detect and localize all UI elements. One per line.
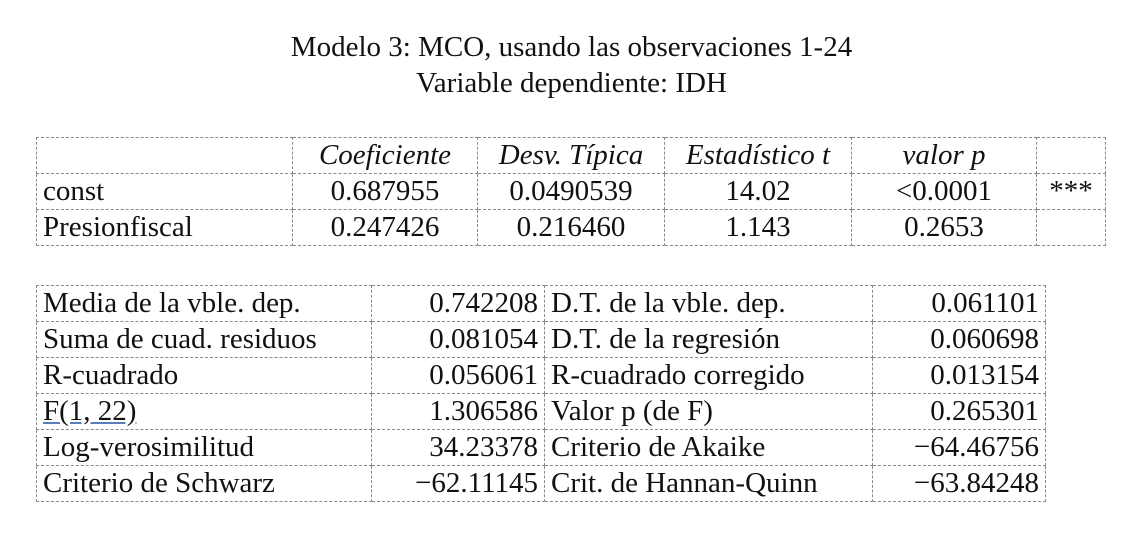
stats-label: Suma de cuad. residuos [37,322,372,358]
stats-value: −62.11145 [372,466,545,502]
coef-row-const [37,174,1106,210]
coef-header-desv-tipica: Desv. Típica [478,138,665,174]
stats-label: Crit. de Hannan-Quinn [545,466,873,502]
coef-header-valor-p: valor p [852,138,1037,174]
stats-label: Log-verosimilitud [37,430,372,466]
stats-value: −64.46756 [873,430,1046,466]
stats-row [37,322,1046,358]
stats-value: 0.742208 [372,286,545,322]
coef-header-empty [37,138,293,174]
stats-label: Criterio de Schwarz [37,466,372,502]
stats-row [37,466,1046,502]
stats-value: 0.265301 [873,394,1046,430]
coef-row-se: 0.0490539 [478,174,665,210]
coef-row-t: 14.02 [665,174,852,210]
stats-row [37,286,1046,322]
stats-value: 0.061101 [873,286,1046,322]
dependent-variable-title: Variable dependiente: IDH [416,67,727,99]
coefficients-table [36,137,1106,246]
model-title: Modelo 3: MCO, usando las observaciones 1-24 [290,31,853,63]
stats-row [37,394,1046,430]
f-statistic-label: F(1, 22) [43,395,137,427]
coef-row-p: <0.0001 [852,174,1037,210]
stats-value: −63.84248 [873,466,1046,502]
stats-value: 0.056061 [372,358,545,394]
stats-value: 1.306586 [372,394,545,430]
coef-header-row [37,138,1106,174]
stats-label: Criterio de Akaike [545,430,873,466]
stats-value: 0.060698 [873,322,1046,358]
stats-row [37,358,1046,394]
coef-row-coef: 0.687955 [293,174,478,210]
coef-row-p: 0.2653 [852,210,1037,246]
coef-row-sig: *** [1037,174,1106,210]
coef-row-sig [1037,210,1106,246]
stats-label: D.T. de la regresión [545,322,873,358]
stats-label [37,394,372,430]
coef-row-name: Presionfiscal [37,210,293,246]
stats-value: 34.23378 [372,430,545,466]
coef-row-t: 1.143 [665,210,852,246]
coef-row-name: const [37,174,293,210]
coef-row-presionfiscal [37,210,1106,246]
stats-label: Valor p (de F) [545,394,873,430]
stats-row [37,430,1046,466]
coef-header-sig [1037,138,1106,174]
coef-row-coef: 0.247426 [293,210,478,246]
stats-label: R-cuadrado corregido [545,358,873,394]
summary-statistics-table [36,285,1046,502]
stats-label: Media de la vble. dep. [37,286,372,322]
stats-label: D.T. de la vble. dep. [545,286,873,322]
coef-header-coeficiente: Coeficiente [293,138,478,174]
coef-row-se: 0.216460 [478,210,665,246]
stats-value: 0.081054 [372,322,545,358]
stats-value: 0.013154 [873,358,1046,394]
stats-label: R-cuadrado [37,358,372,394]
coef-header-estadistico-t: Estadístico t [665,138,852,174]
